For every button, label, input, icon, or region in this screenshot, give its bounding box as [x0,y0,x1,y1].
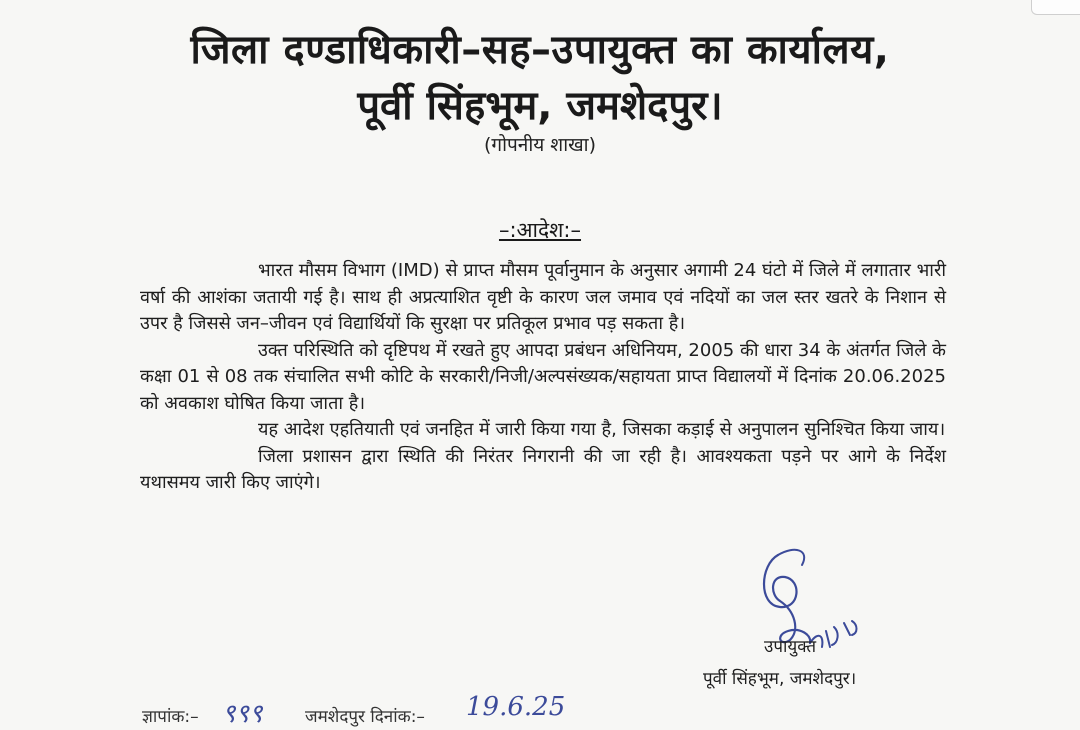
paragraph-weather-forecast: भारत मौसम विभाग (IMD) से प्राप्त मौसम पूर्वानुमान के अनुसार अगामी 24 घंटो में जिले में लगातार भारी वर्षा की आशंका जतायी गई है। साथ ही अप्रत्याशित वृष्टी के कारण जल जमाव एवं नदियों का जल स्तर खतरे के निशान से उपर है जिससे जन–जीवन एवं विद्यार्थियों कि सुरक्षा पर प्रतिकूल प्रभाव पड़ सकता है। [140,260,946,334]
window-corner-tab [1031,0,1080,15]
memo-number: ९९९ [222,699,263,729]
office-section: (गोपनीय शाखा) [483,134,597,156]
place-date-label: जमशेदपुर दिनांक:– [305,707,425,727]
paragraph-holiday-declaration: उक्त परिस्थिति को दृष्टिपथ में रखते हुए आपदा प्रबंधन अधिनियम, 2005 की धारा 34 के अंतर्गत जिले के कक्षा 01 से 08 तक संचालित सभी कोटि के सरकारी/निजी/अल्पसंख्यक/सहायता प्राप्त विद्यालयों में दिनांक 20.06.2025 को अवकाश घोषित किया जाता है। [140,339,946,414]
paragraph-compliance: यह आदेश एहतियाती एवं जनहित में जारी किया गया है, जिसका कड़ाई से अनुपालन सुनिश्चित किया जाय। [258,419,946,440]
office-location: पूर्वी सिंहभूम, जमशेदपुर। [357,83,723,129]
order-heading: –:आदेश:– [498,218,582,242]
signatory-designation: उपायुक्त [764,637,817,657]
paragraph-monitoring: जिला प्रशासन द्वारा स्थिति की निरंतर निगरानी की जा रही है। आवश्यकता पड़ने पर आगे के निर्देश यथासमय जारी किए जाएंगे। [140,445,946,493]
order-body [140,258,946,497]
issue-date: 19.6.25 [466,692,566,722]
memo-label: ज्ञापांक:– [142,707,199,727]
office-title: जिला दण्डाधिकारी–सह–उपायुक्त का कार्यालय, [190,27,890,73]
signatory-place: पूर्वी सिंहभूम, जमशेदपुर। [703,669,857,689]
